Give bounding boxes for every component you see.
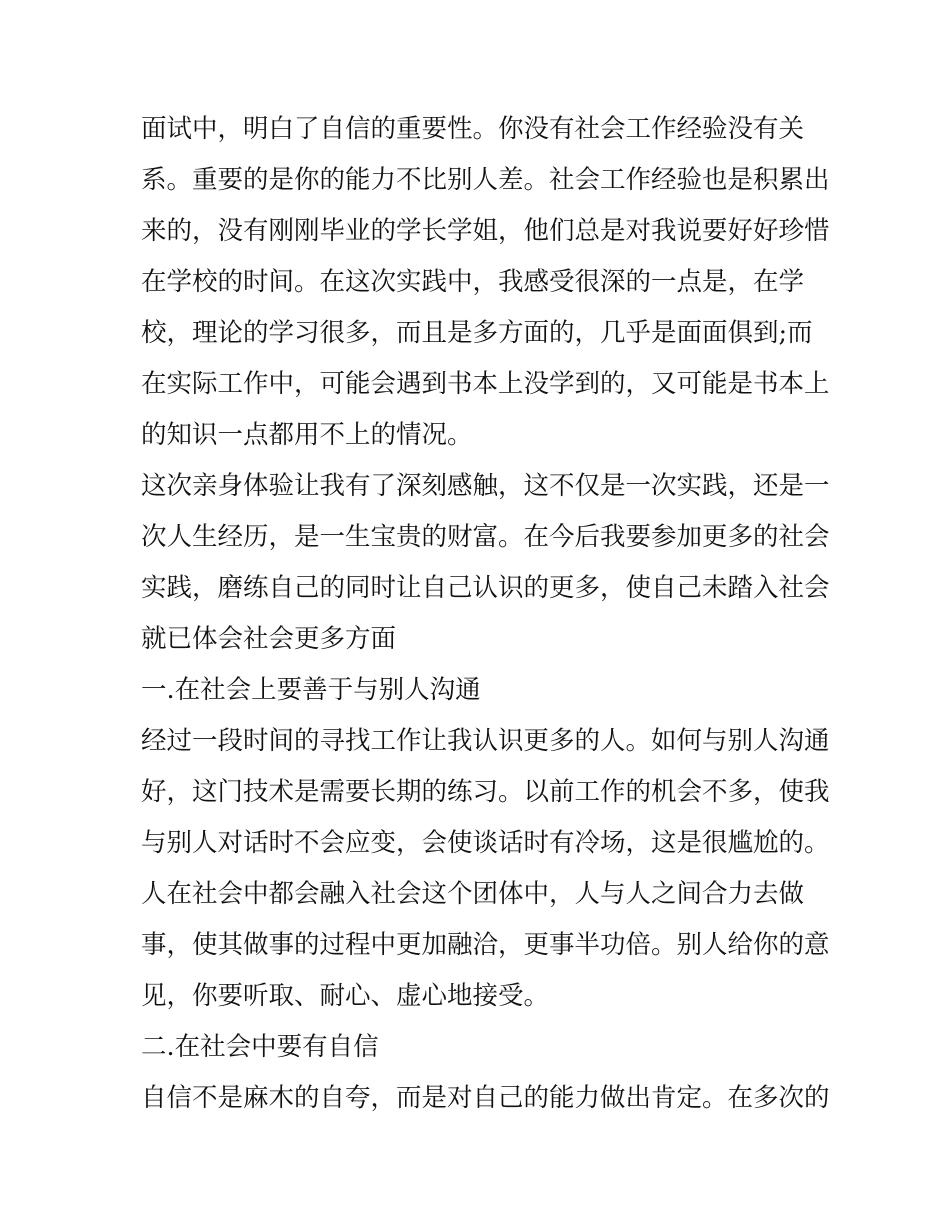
text-line: 校，理论的学习很多，而且是多方面的，几乎是面面俱到;而: [141, 318, 813, 348]
body-text: [141, 104, 830, 1124]
text-line: 事，使其做事的过程中更加融洽，更事半功倍。别人给你的意: [141, 930, 830, 960]
text-line: 实践，磨练自己的同时让自己认识的更多，使自己未踏入社会: [141, 573, 830, 603]
text-line: 见，你要听取、耐心、虚心地接受。: [141, 981, 550, 1011]
text-line: 次人生经历，是一生宝贵的财富。在今后我要参加更多的社会: [141, 522, 830, 552]
text-line: 在实际工作中，可能会遇到书本上没学到的，又可能是书本上: [141, 369, 830, 399]
text-line: 来的，没有刚刚毕业的学长学姐，他们总是对我说要好好珍惜: [141, 216, 830, 246]
text-line: 面试中，明白了自信的重要性。你没有社会工作经验没有关: [141, 114, 805, 144]
text-line: 这次亲身体验让我有了深刻感触，这不仅是一次实践，还是一: [141, 471, 830, 501]
text-line: 好，这门技术是需要长期的练习。以前工作的机会不多，使我: [141, 777, 830, 807]
text-line: 人在社会中都会融入社会这个团体中，人与人之间合力去做: [141, 879, 805, 909]
text-line: 在学校的时间。在这次实践中，我感受很深的一点是，在学: [141, 267, 805, 297]
text-line: 经过一段时间的寻找工作让我认识更多的人。如何与别人沟通: [141, 726, 830, 756]
text-line: 自信不是麻木的自夸，而是对自己的能力做出肯定。在多次的: [141, 1083, 830, 1113]
text-line: 与别人对话时不会应变，会使谈话时有冷场，这是很尴尬的。: [141, 828, 830, 858]
text-line: 的知识一点都用不上的情况。: [141, 420, 473, 450]
text-line: 就已体会社会更多方面: [141, 624, 397, 654]
text-line: 系。重要的是你的能力不比别人差。社会工作经验也是积累出: [141, 165, 830, 195]
section-heading: 一.在社会上要善于与别人沟通: [141, 675, 481, 705]
section-heading: 二.在社会中要有自信: [141, 1032, 379, 1062]
